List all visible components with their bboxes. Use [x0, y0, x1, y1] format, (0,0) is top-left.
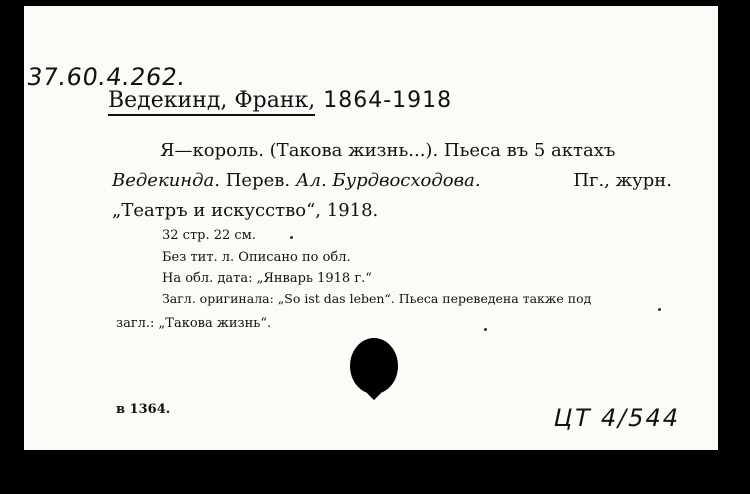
note-title-page: Без тит. л. Описано по обл. — [162, 250, 351, 265]
title-line-3: „Театръ и искусство“, 1918. — [112, 200, 379, 221]
speck — [484, 328, 487, 331]
translator-name: Ал. Бурдвосходова. — [295, 170, 481, 191]
inventory-number: в 1364. — [116, 402, 171, 417]
publication-place: Пг., журн. — [573, 170, 672, 191]
author-heading — [108, 88, 452, 113]
title-author-genitive: Ведекинда. — [112, 170, 220, 191]
note-pages: 32 стр. 22 см. — [162, 228, 256, 243]
author-name: Ведекинд, Франк, — [108, 88, 315, 116]
shelf-mark: 37.60.4.262. — [25, 63, 188, 91]
speck — [658, 308, 661, 311]
translation-label: Перев. — [225, 170, 291, 191]
note-original-title-2: загл.: „Такова жизнь“. — [116, 316, 272, 331]
catalog-card — [24, 6, 718, 450]
handwritten-code: ЦТ 4/544 — [551, 404, 684, 432]
punch-hole — [350, 338, 398, 394]
author-years: 1864-1918 — [323, 88, 453, 113]
note-original-title-1: Загл. оригинала: „So ist das leben“. Пьеса переведена также под — [162, 291, 592, 306]
speck — [290, 236, 293, 239]
title-line-2 — [112, 170, 672, 191]
note-cover-date: На обл. дата: „Январь 1918 г.“ — [162, 271, 372, 286]
title-line-1: Я—король. (Такова жизнь...). Пьеса въ 5 актахъ — [160, 140, 616, 161]
